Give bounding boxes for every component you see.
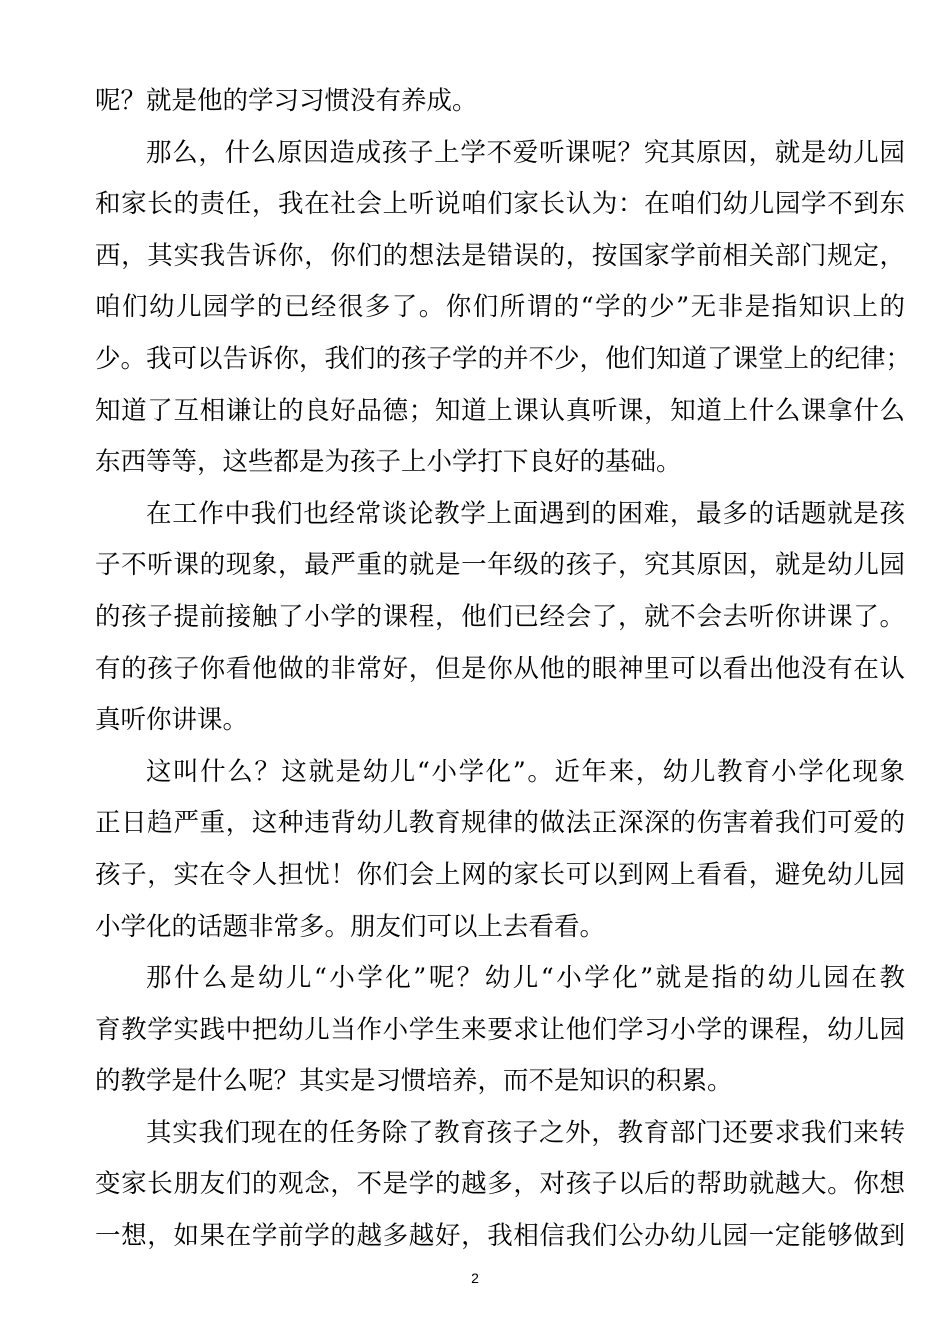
text-line: 孩子，实在令人担忧！你们会上网的家长可以到网上看看，避免幼儿园 <box>95 859 905 890</box>
text-line: 呢？就是他的学习习惯没有养成。 <box>95 86 478 116</box>
text-line: 和家长的责任，我在社会上听说咱们家长认为：在咱们幼儿园学不到东 <box>95 189 905 220</box>
text-line: 子不听课的现象，最严重的就是一年级的孩子，究其原因，就是幼儿园 <box>95 550 905 581</box>
text-line: 小学化的话题非常多。朋友们可以上去看看。 <box>95 911 606 942</box>
text-line: 东西等等，这些都是为孩子上小学打下良好的基础。 <box>95 447 682 478</box>
text-line: 知道了互相谦让的良好品德；知道上课认真听课，知道上什么课拿什么 <box>95 395 905 426</box>
text-line: 咱们幼儿园学的已经很多了。你们所谓的“学的少”无非是指知识上的 <box>95 292 905 323</box>
text-line: 一想，如果在学前学的越多越好，我相信我们公办幼儿园一定能够做到 <box>95 1221 905 1252</box>
text-line: 其实我们现在的任务除了教育孩子之外，教育部门还要求我们来转 <box>146 1117 905 1148</box>
text-line: 那什么是幼儿“小学化”呢？幼儿“小学化”就是指的幼儿园在教 <box>146 963 905 994</box>
text-line: 变家长朋友们的观念，不是学的越多，对孩子以后的帮助就越大。你想 <box>95 1169 905 1200</box>
text-line: 正日趋严重，这种违背幼儿教育规律的做法正深深的伤害着我们可爱的 <box>95 808 905 839</box>
document-body <box>95 76 912 1263</box>
text-line: 这叫什么？这就是幼儿“小学化”。近年来，幼儿教育小学化现象 <box>146 756 905 787</box>
text-line: 那么，什么原因造成孩子上学不爱听课呢？究其原因，就是幼儿园 <box>146 137 905 168</box>
text-line: 西，其实我告诉你，你们的想法是错误的，按国家学前相关部门规定， <box>95 240 905 271</box>
page-number: 2 <box>471 1270 479 1286</box>
text-line: 有的孩子你看他做的非常好，但是你从他的眼神里可以看出他没有在认 <box>95 653 905 684</box>
text-line: 的孩子提前接触了小学的课程，他们已经会了，就不会去听你讲课了。 <box>95 601 905 632</box>
text-line: 在工作中我们也经常谈论教学上面遇到的困难，最多的话题就是孩 <box>146 498 905 529</box>
text-line: 少。我可以告诉你，我们的孩子学的并不少，他们知道了课堂上的纪律； <box>95 343 912 374</box>
text-line: 真听你讲课。 <box>95 705 249 736</box>
text-line: 育教学实践中把幼儿当作小学生来要求让他们学习小学的课程，幼儿园 <box>95 1014 905 1045</box>
text-line: 的教学是什么呢？其实是习惯培养，而不是知识的积累。 <box>95 1066 733 1097</box>
